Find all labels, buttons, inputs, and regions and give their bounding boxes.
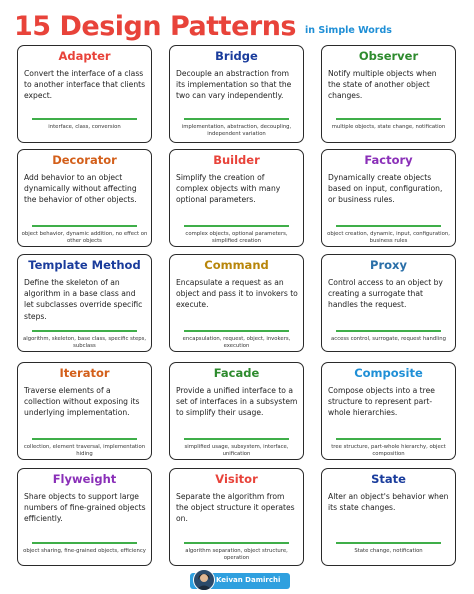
pattern-keywords: tree structure, part-whole hierarchy, object composition xyxy=(331,444,446,457)
pattern-title: Flyweight xyxy=(52,472,117,486)
pattern-keywords: interface, class, conversion xyxy=(48,124,121,130)
divider xyxy=(32,225,137,227)
pattern-card xyxy=(321,149,456,247)
pattern-title: Proxy xyxy=(370,258,407,272)
pattern-description: Dynamically create objects based on input, configuration, or business rules. xyxy=(328,173,443,205)
pattern-keywords: encapsulation, request, object, invokers, execution xyxy=(182,336,291,349)
pattern-card xyxy=(321,45,456,143)
pattern-title: Builder xyxy=(213,153,260,167)
header xyxy=(14,8,392,42)
pattern-description: Separate the algorithm from the object structure it operates on. xyxy=(176,492,295,524)
divider xyxy=(184,118,289,120)
divider xyxy=(336,542,441,544)
pattern-keywords: State change, notification xyxy=(354,548,423,554)
pattern-description: Add behavior to an object dynamically without affecting the behavior of other objects. xyxy=(24,173,137,205)
pattern-card xyxy=(17,254,152,352)
pattern-description: Share objects to support large numbers of fine-grained objects efficiently. xyxy=(24,492,146,524)
divider xyxy=(336,225,441,227)
pattern-keywords: simplified usage, subsystem, interface, unification xyxy=(184,444,289,457)
pattern-description: Control access to an object by creating a surrogate that handles the request. xyxy=(328,278,443,310)
pattern-keywords: complex objects, optional parameters, simplified creation xyxy=(185,231,288,244)
divider xyxy=(32,118,137,120)
pattern-card xyxy=(169,468,304,566)
pattern-keywords: access control, surrogate, request handling xyxy=(331,336,446,342)
pattern-card xyxy=(17,362,152,460)
author-name: Keivan Damirchi xyxy=(216,576,281,584)
pattern-card xyxy=(169,149,304,247)
pattern-title: Decorator xyxy=(52,153,117,167)
pattern-description: Alter an object's behavior when its state changes. xyxy=(328,492,449,513)
pattern-description: Traverse elements of a collection without exposing its underlying implementation. xyxy=(24,386,140,418)
author-badge xyxy=(190,573,290,589)
pattern-card xyxy=(169,45,304,143)
divider xyxy=(184,438,289,440)
divider xyxy=(32,330,137,332)
pattern-title: Iterator xyxy=(59,366,110,380)
pattern-keywords: object sharing, fine-grained objects, efficiency xyxy=(23,548,146,554)
pattern-card xyxy=(321,468,456,566)
person-icon xyxy=(194,570,214,590)
divider xyxy=(32,542,137,544)
pattern-card xyxy=(17,149,152,247)
pattern-description: Define the skeleton of an algorithm in a base class and let subclasses override specific steps. xyxy=(24,278,143,321)
author-avatar xyxy=(193,569,215,591)
pattern-keywords: algorithm separation, object structure, operation xyxy=(185,548,288,561)
pattern-card xyxy=(169,254,304,352)
pattern-title: Factory xyxy=(364,153,413,167)
divider xyxy=(336,330,441,332)
pattern-description: Convert the interface of a class to another interface that clients expect. xyxy=(24,69,146,101)
pattern-keywords: multiple objects, state change, notification xyxy=(331,124,446,130)
pattern-description: Simplify the creation of complex objects with many optional parameters. xyxy=(176,173,281,205)
pattern-description: Provide a unified interface to a set of interfaces in a subsystem to simplify their usage. xyxy=(176,386,298,418)
page-title: 15 Design Patterns xyxy=(14,11,296,42)
pattern-title: Visitor xyxy=(215,472,258,486)
pattern-description: Notify multiple objects when the state of another object changes. xyxy=(328,69,437,101)
pattern-description: Compose objects into a tree structure to represent part-whole hierarchies. xyxy=(328,386,435,418)
divider xyxy=(184,225,289,227)
pattern-card xyxy=(321,362,456,460)
pattern-title: Bridge xyxy=(215,49,258,63)
pattern-title: State xyxy=(371,472,406,486)
pattern-title: Facade xyxy=(213,366,260,380)
divider xyxy=(336,438,441,440)
divider xyxy=(336,118,441,120)
pattern-card xyxy=(169,362,304,460)
page-subtitle: in Simple Words xyxy=(305,25,392,36)
pattern-description: Decouple an abstraction from its implementation so that the two can vary independently. xyxy=(176,69,292,101)
pattern-keywords: collection, element traversal, implementation hiding xyxy=(23,444,146,457)
divider xyxy=(184,330,289,332)
pattern-title: Composite xyxy=(354,366,423,380)
pattern-card xyxy=(321,254,456,352)
pattern-title: Observer xyxy=(358,49,419,63)
pattern-keywords: object behavior, dynamic addition, no effect on other objects xyxy=(21,231,148,244)
pattern-card xyxy=(17,45,152,143)
pattern-card xyxy=(17,468,152,566)
pattern-description: Encapsulate a request as an object and pass it to invokers to execute. xyxy=(176,278,298,310)
pattern-title: Template Method xyxy=(28,258,141,272)
divider xyxy=(32,438,137,440)
pattern-keywords: implementation, abstraction, decoupling, independent variation xyxy=(181,124,292,137)
pattern-title: Command xyxy=(204,258,269,272)
divider xyxy=(184,542,289,544)
pattern-keywords: algorithm, skeleton, base class, specific steps, subclass xyxy=(22,336,147,349)
pattern-keywords: object creation, dynamic, input, configuration, business rules xyxy=(327,231,450,244)
pattern-title: Adapter xyxy=(58,49,111,63)
